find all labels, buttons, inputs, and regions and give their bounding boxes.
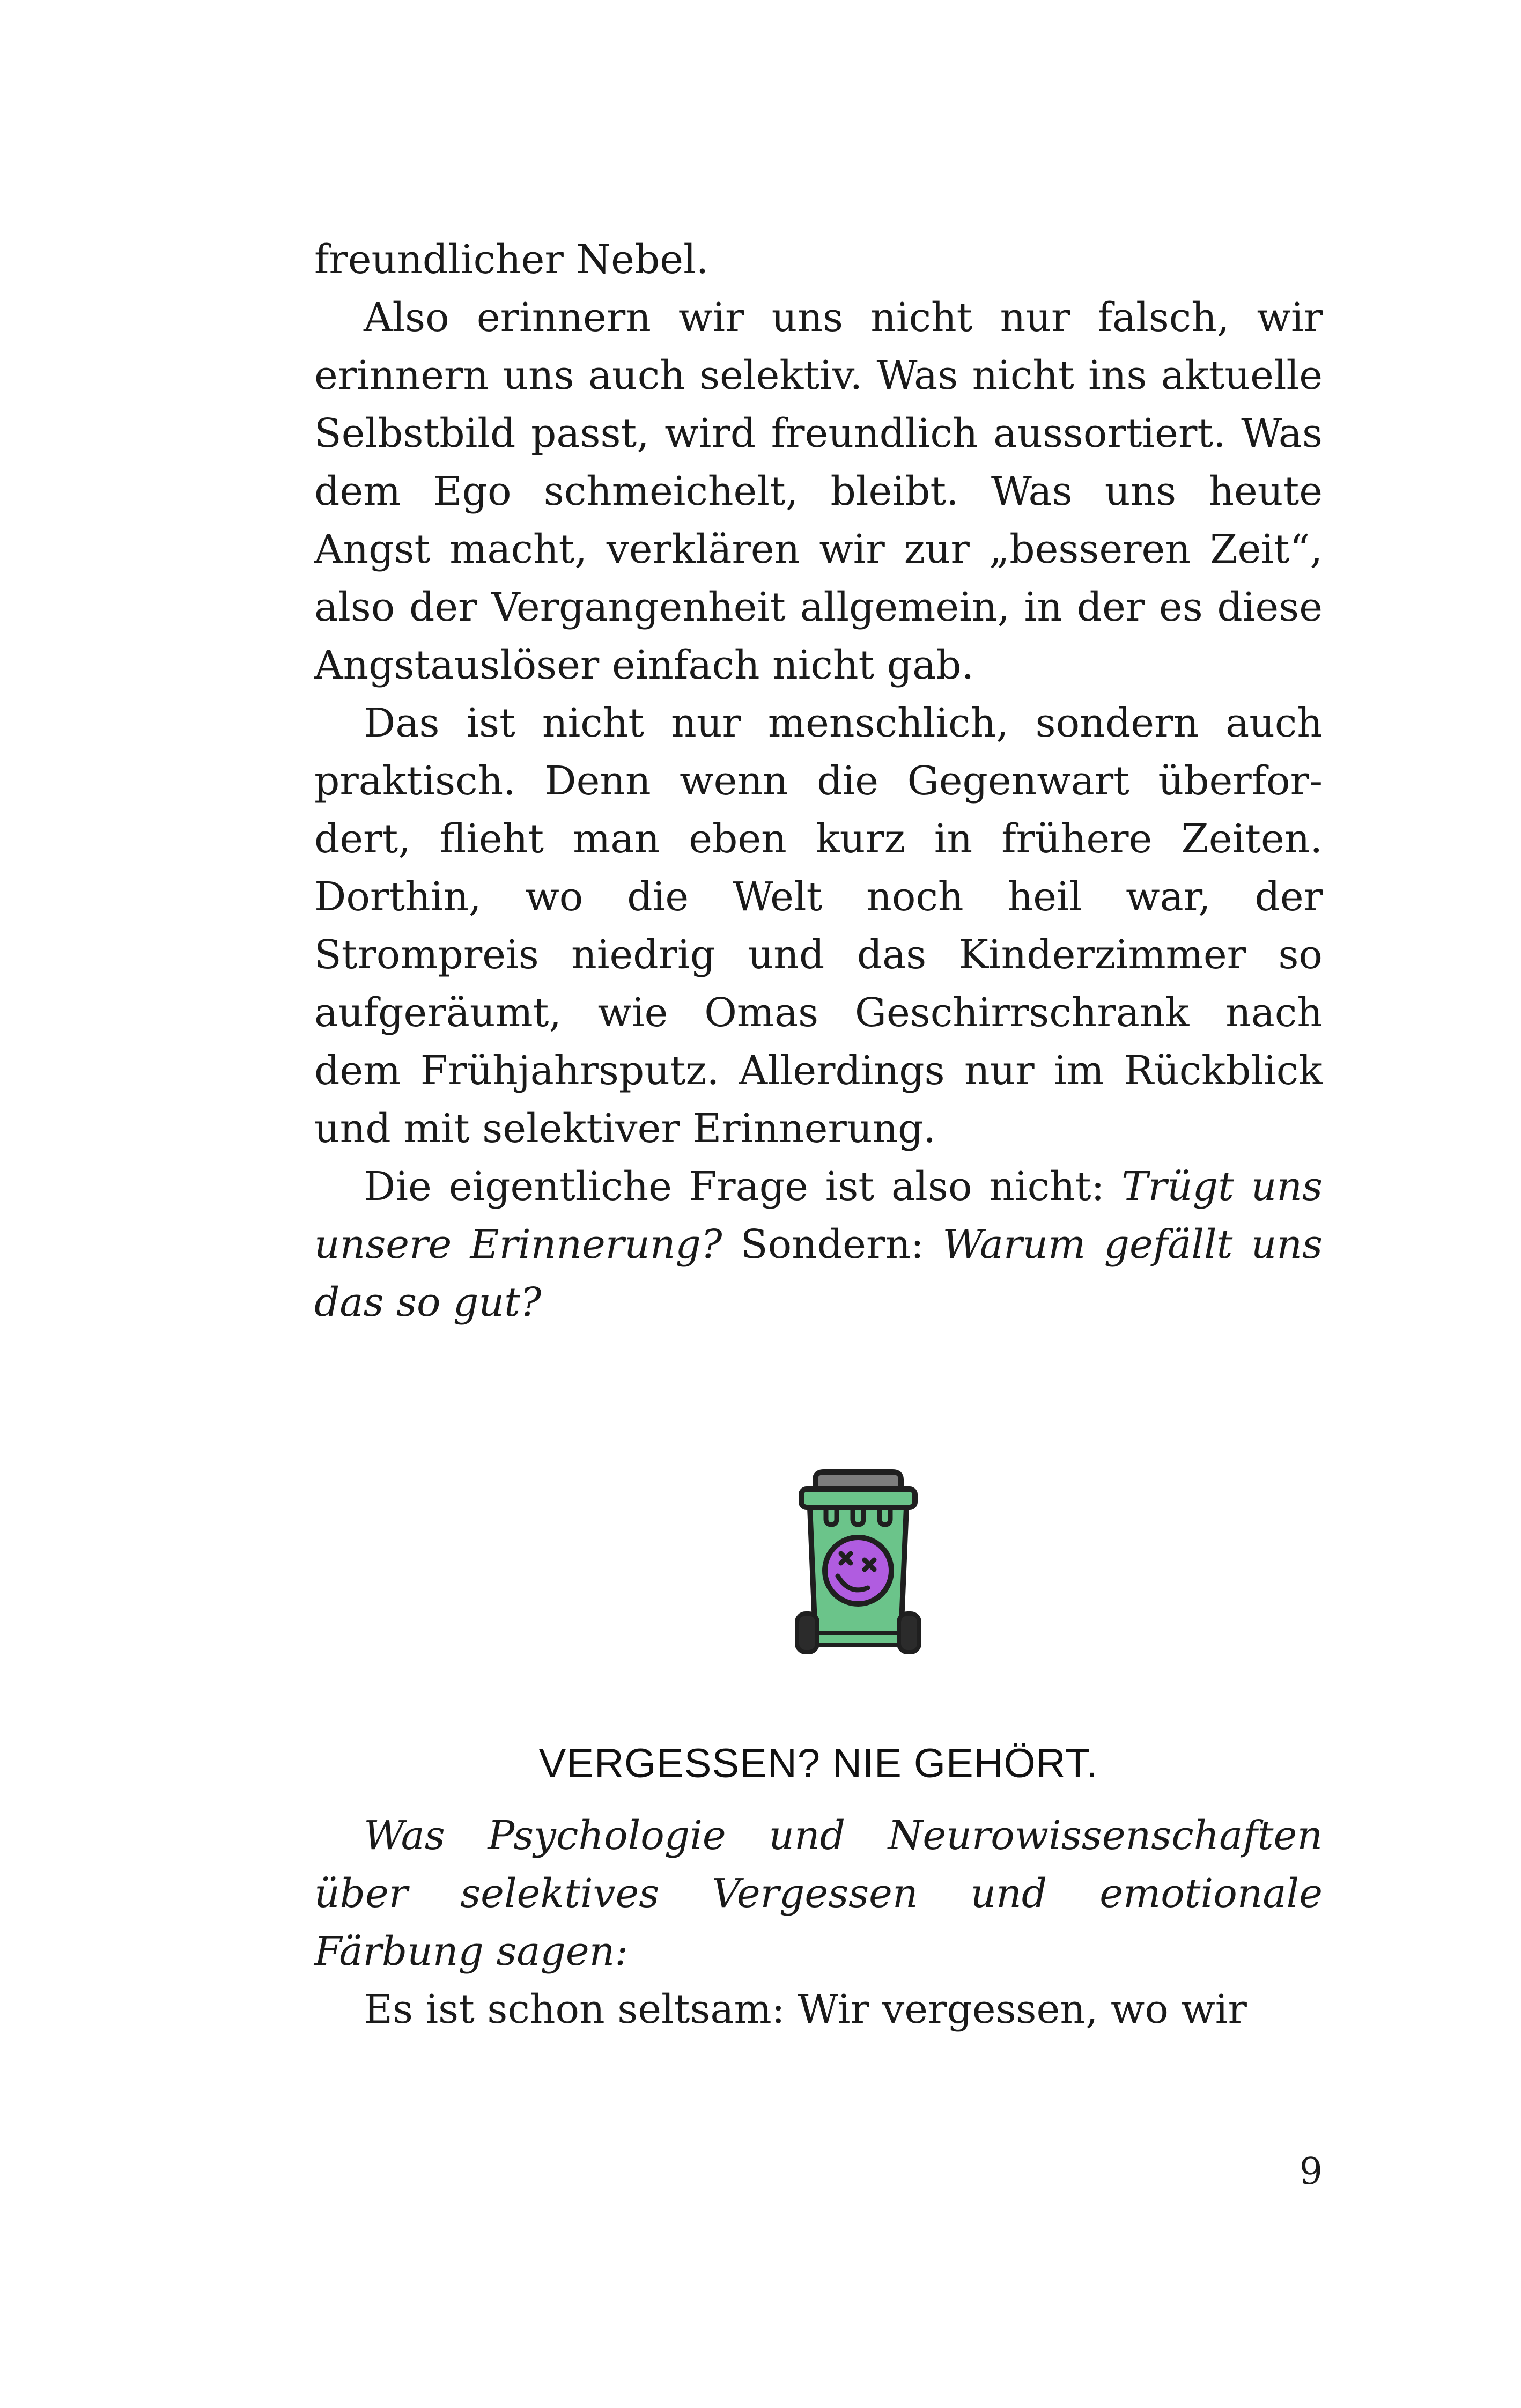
subtitle-italic: Was Psychologie und Neurowissenschaften über selektives Vergessen und emotionale Färbung sagen: — [314, 1813, 1323, 1975]
paragraph-strange-forgetting: Es ist schon seltsam: Wir vergessen, wo wir — [364, 1986, 1247, 2033]
body-text-top — [314, 231, 1323, 1331]
paragraph-key-question — [314, 1158, 1323, 1331]
question-intro: Die eigentliche Frage ist also nicht: — [364, 1164, 1122, 1210]
body-text-bottom — [314, 1807, 1323, 2038]
section-heading: VERGESSEN? NIE GEHÖRT. — [538, 1741, 1098, 1786]
section-subtitle — [314, 1807, 1323, 1980]
question-italic-1: Trügt uns unsere Erinnerung? — [314, 1164, 1323, 1268]
question-italic-2: Warum gefällt uns das so gut? — [314, 1221, 1323, 1325]
trash-bin-dizzy-face-icon — [794, 1469, 922, 1662]
paragraph-escape-past: Das ist nicht nur menschlich, sondern auch praktisch. Denn wenn die Gegenwart überfordert, flieht man eben kurz in frühere Zeiten. Dorthin, wo die Welt noch heil war, der Strompreis niedrig und das Kinderzimmer so aufgeräumt, wie Omas Geschirrschrank nach dem Frühjahrsputz. Allerdings nur im Rückblick und mit selektiver Erinnerung. — [314, 700, 1323, 1152]
paragraph-selective-memory: Also erinnern wir uns nicht nur falsch, wir erinnern uns auch selektiv. Was nicht ins aktuelle Selbstbild passt, wird freundlich aussortiert. Was dem Ego schmeichelt, bleibt. Was uns heute Angst macht, verklären wir zur „besseren Zeit“, also der Vergangenheit allgemein, in der es diese Angstauslöser einfach nicht gab. — [314, 294, 1323, 688]
paragraph-continuation: freundlicher Nebel. — [314, 237, 709, 283]
question-middle: Sondern: — [722, 1221, 943, 1268]
page-number: 9 — [1299, 2151, 1323, 2193]
